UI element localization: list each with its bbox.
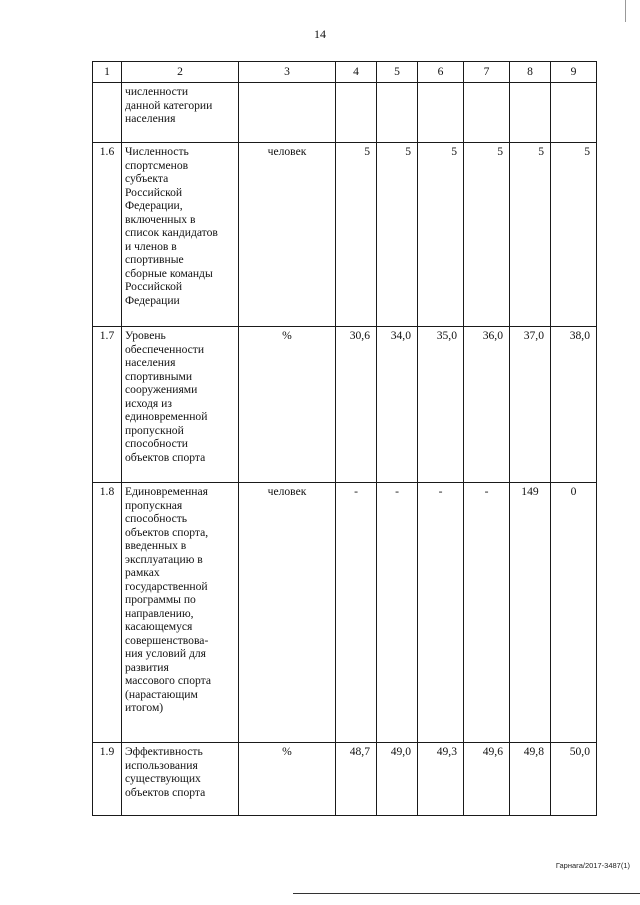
scan-edge-mark [625, 0, 626, 22]
indicator-name-cell: Уровень обеспеченности населения спортивными сооружениями исходя из единовременной пропускной способности объектов спорта [122, 327, 239, 483]
value-cell: 5 [377, 143, 418, 327]
header-cell: 3 [239, 62, 336, 83]
unit-cell: % [239, 743, 336, 816]
unit-cell: % [239, 327, 336, 483]
table-row [93, 483, 597, 743]
value-cell: 49,3 [418, 743, 464, 816]
row-number-cell: 1.9 [93, 743, 122, 816]
row-number-cell: 1.8 [93, 483, 122, 743]
value-cell: - [464, 483, 510, 743]
row-number-cell: 1.6 [93, 143, 122, 327]
value-cell: 34,0 [377, 327, 418, 483]
footer-divider [293, 893, 640, 894]
value-cell: 149 [510, 483, 551, 743]
value-cell: 35,0 [418, 327, 464, 483]
value-cell: 5 [510, 143, 551, 327]
indicator-name-cell: Единовременная пропускная способность объектов спорта, введенных в эксплуатацию в рамках государственной программы по направлению, касающемуся совершенствова- ния условий для развития массового спорта (нарастающим итогом) [122, 483, 239, 743]
table-row [93, 327, 597, 483]
value-cell [418, 83, 464, 143]
value-cell: 5 [418, 143, 464, 327]
indicator-name-cell: Эффективность использования существующих объектов спорта [122, 743, 239, 816]
header-cell: 5 [377, 62, 418, 83]
header-cell: 9 [551, 62, 597, 83]
value-cell [377, 83, 418, 143]
table-header-row [93, 62, 597, 83]
header-cell: 6 [418, 62, 464, 83]
table-row [93, 743, 597, 816]
value-cell: 48,7 [336, 743, 377, 816]
value-cell [510, 83, 551, 143]
document-code: Гарнага/2017-3487(1) [555, 861, 630, 870]
unit-cell [239, 83, 336, 143]
value-cell: 0 [551, 483, 597, 743]
indicator-name-cell: Численность спортсменов субъекта Российской Федерации, включенных в список кандидатов и членов в спортивные сборные команды Российской Федерации [122, 143, 239, 327]
value-cell: 5 [464, 143, 510, 327]
value-cell: 30,6 [336, 327, 377, 483]
value-cell: 37,0 [510, 327, 551, 483]
value-cell [336, 83, 377, 143]
table-row [93, 143, 597, 327]
header-cell: 4 [336, 62, 377, 83]
indicator-name-cell: численности данной категории населения [122, 83, 239, 143]
value-cell: 50,0 [551, 743, 597, 816]
header-cell: 1 [93, 62, 122, 83]
value-cell [551, 83, 597, 143]
header-cell: 7 [464, 62, 510, 83]
value-cell: 49,8 [510, 743, 551, 816]
value-cell: 49,0 [377, 743, 418, 816]
value-cell: - [377, 483, 418, 743]
header-cell: 8 [510, 62, 551, 83]
value-cell [464, 83, 510, 143]
header-cell: 2 [122, 62, 239, 83]
value-cell: 36,0 [464, 327, 510, 483]
value-cell: 38,0 [551, 327, 597, 483]
table-row [93, 83, 597, 143]
row-number-cell [93, 83, 122, 143]
unit-cell: человек [239, 483, 336, 743]
unit-cell: человек [239, 143, 336, 327]
page-number: 14 [314, 27, 326, 41]
value-cell: - [336, 483, 377, 743]
indicators-table [92, 61, 597, 816]
value-cell: 5 [551, 143, 597, 327]
value-cell: 49,6 [464, 743, 510, 816]
row-number-cell: 1.7 [93, 327, 122, 483]
value-cell: 5 [336, 143, 377, 327]
value-cell: - [418, 483, 464, 743]
